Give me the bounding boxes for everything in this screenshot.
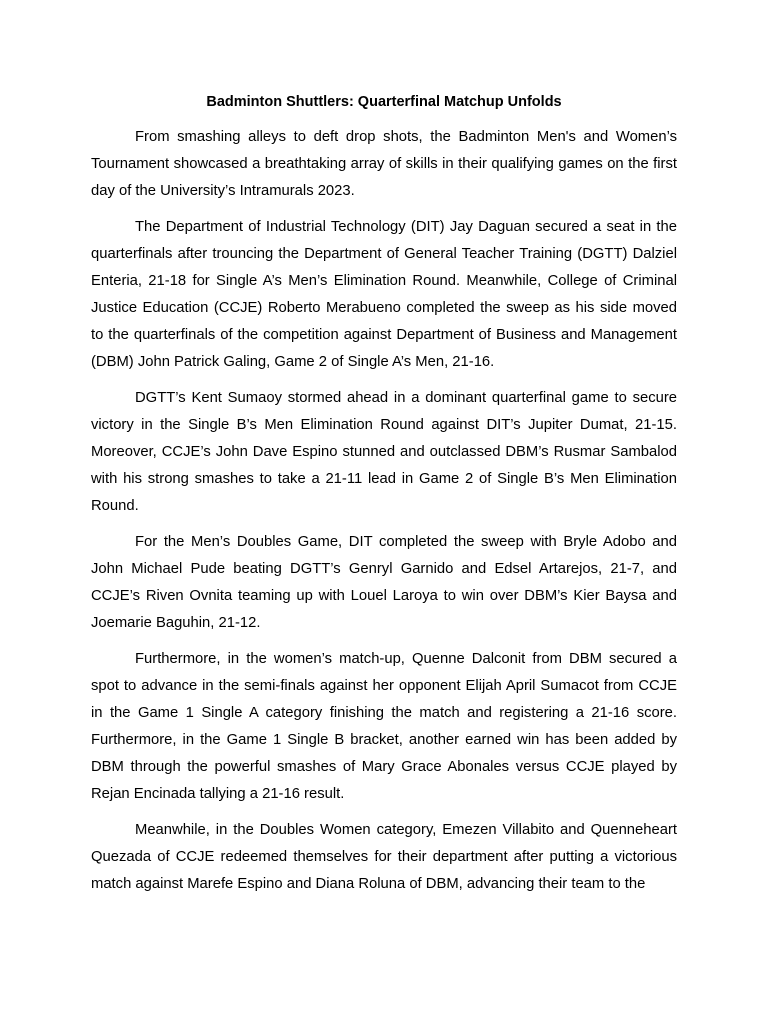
paragraph-single-a-men: The Department of Industrial Technology (DIT) Jay Daguan secured a seat in the quarterfinals after trouncing the Department of General Teacher Training (DGTT) Dalziel Enteria, 21-18 for Single A’s Men’s Elimination Round. Meanwhile, College of Criminal Justice Education (CCJE) Roberto Merabueno completed the sweep as his side moved to the quarterfinals of the competition against Department of Business and Management (DBM) John Patrick Galing, Game 2 of Single A’s Men, 21-16. xyxy=(91,219,677,370)
paragraph-women-doubles: Meanwhile, in the Doubles Women category, Emezen Villabito and Quenneheart Quezada of CCJE redeemed themselves for their department after putting a victorious match against Marefe Espino and Diana Roluna of DBM, advancing their team to the xyxy=(91,822,677,892)
article-title: Badminton Shuttlers: Quarterfinal Matchup Unfolds xyxy=(206,94,562,110)
paragraph-men-doubles: For the Men’s Doubles Game, DIT completed the sweep with Bryle Adobo and John Michael Pude beating DGTT’s Genryl Garnido and Edsel Artarejos, 21-7, and CCJE’s Riven Ovnita teaming up with Louel Laroya to win over DBM’s Kier Baysa and Joemarie Baguhin, 21-12. xyxy=(91,534,677,631)
paragraph-women-singles: Furthermore, in the women’s match-up, Quenne Dalconit from DBM secured a spot to advance in the semi-finals against her opponent Elijah April Sumacot from CCJE in the Game 1 Single A category finishing the match and registering a 21-16 score. Furthermore, in the Game 1 Single B bracket, another earned win has been added by DBM through the powerful smashes of Mary Grace Abonales versus CCJE played by Rejan Encinada tallying a 21-16 result. xyxy=(91,651,677,802)
paragraph-intro: From smashing alleys to deft drop shots, the Badminton Men's and Women’s Tournament showcased a breathtaking array of skills in their qualifying games on the first day of the University’s Intramurals 2023. xyxy=(91,129,677,199)
paragraph-single-b-men: DGTT’s Kent Sumaoy stormed ahead in a dominant quarterfinal game to secure victory in the Single B’s Men Elimination Round against DIT’s Jupiter Dumat, 21-15. Moreover, CCJE’s John Dave Espino stunned and outclassed DBM’s Rusmar Sambalod with his strong smashes to take a 21-11 lead in Game 2 of Single B’s Men Elimination Round. xyxy=(91,390,677,514)
